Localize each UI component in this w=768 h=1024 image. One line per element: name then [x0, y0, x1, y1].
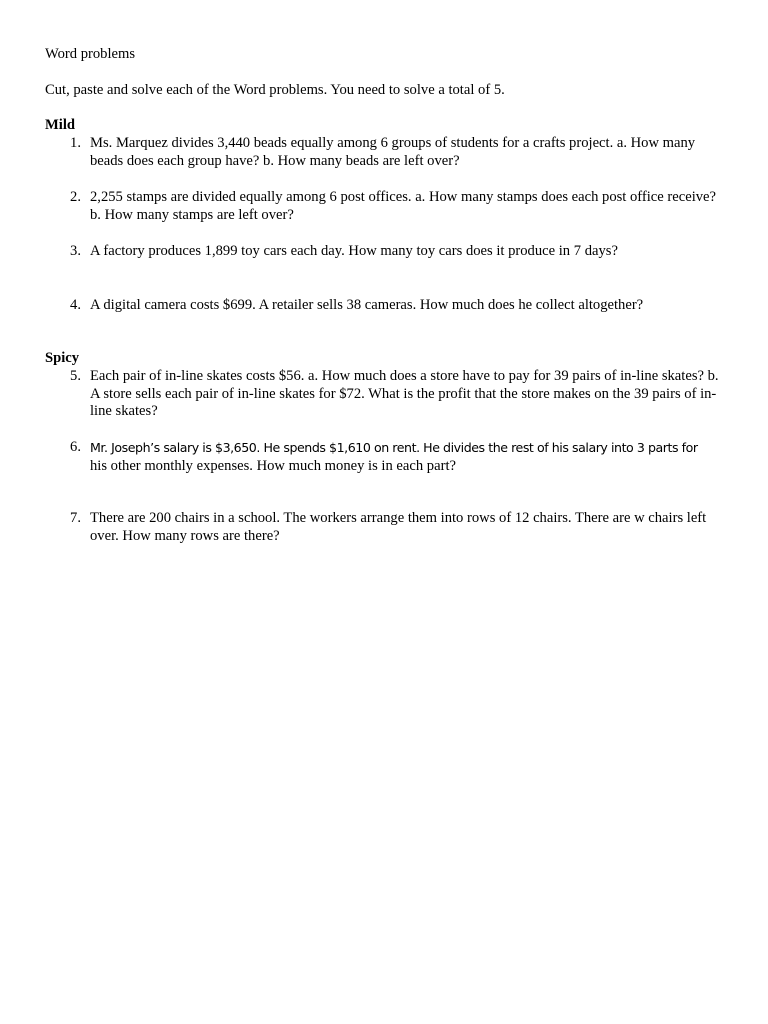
problem-text-part-2: his other monthly expenses. How much money is in each part? [90, 457, 456, 474]
problem-number: 2. [70, 189, 81, 205]
instructions-text: Cut, paste and solve each of the Word problems. You need to solve a total of 5. [45, 82, 505, 98]
problem-text: There are 200 chairs in a school. The workers arrange them into rows of 12 chairs. There are w chairs left over. How many rows are there? [90, 510, 707, 544]
problem-text: Ms. Marquez divides 3,440 beads equally among 6 groups of students for a crafts project. a. How many beads does each group have? b. How many beads are left over? [90, 135, 696, 169]
problem-number: 6. [70, 439, 81, 455]
problem-number: 3. [70, 243, 81, 259]
section-heading-spicy: Spicy [45, 350, 80, 366]
problem-text: A digital camera costs $699. A retailer sells 38 cameras. How much does he collect altogether? [90, 297, 644, 313]
problem-text: A factory produces 1,899 toy cars each day. How many toy cars does it produce in 7 days? [90, 243, 618, 259]
section-heading-mild: Mild [45, 117, 75, 133]
document-title: Word problems [45, 46, 136, 62]
problem-number: 5. [70, 368, 81, 384]
problem-text: Each pair of in-line skates costs $56. a. How much does a store have to pay for 39 pairs of in-line skates? b. A store sells each pair of in-line skates for $72. What is the profit that the store makes on the 39 pairs of in-line skates? [90, 368, 719, 420]
problem-number: 1. [70, 135, 81, 151]
problem-text: 2,255 stamps are divided equally among 6 post offices. a. How many stamps does each post office receive? b. How many stamps are left over? [90, 189, 717, 223]
problem-text-part-1: Mr. Joseph’s salary is $3,650. He spends $1,610 on rent. He divides the rest of his salary into 3 parts for [90, 440, 698, 455]
problem-text [90, 439, 730, 475]
problem-number: 4. [70, 297, 81, 313]
problem-number: 7. [70, 510, 81, 526]
